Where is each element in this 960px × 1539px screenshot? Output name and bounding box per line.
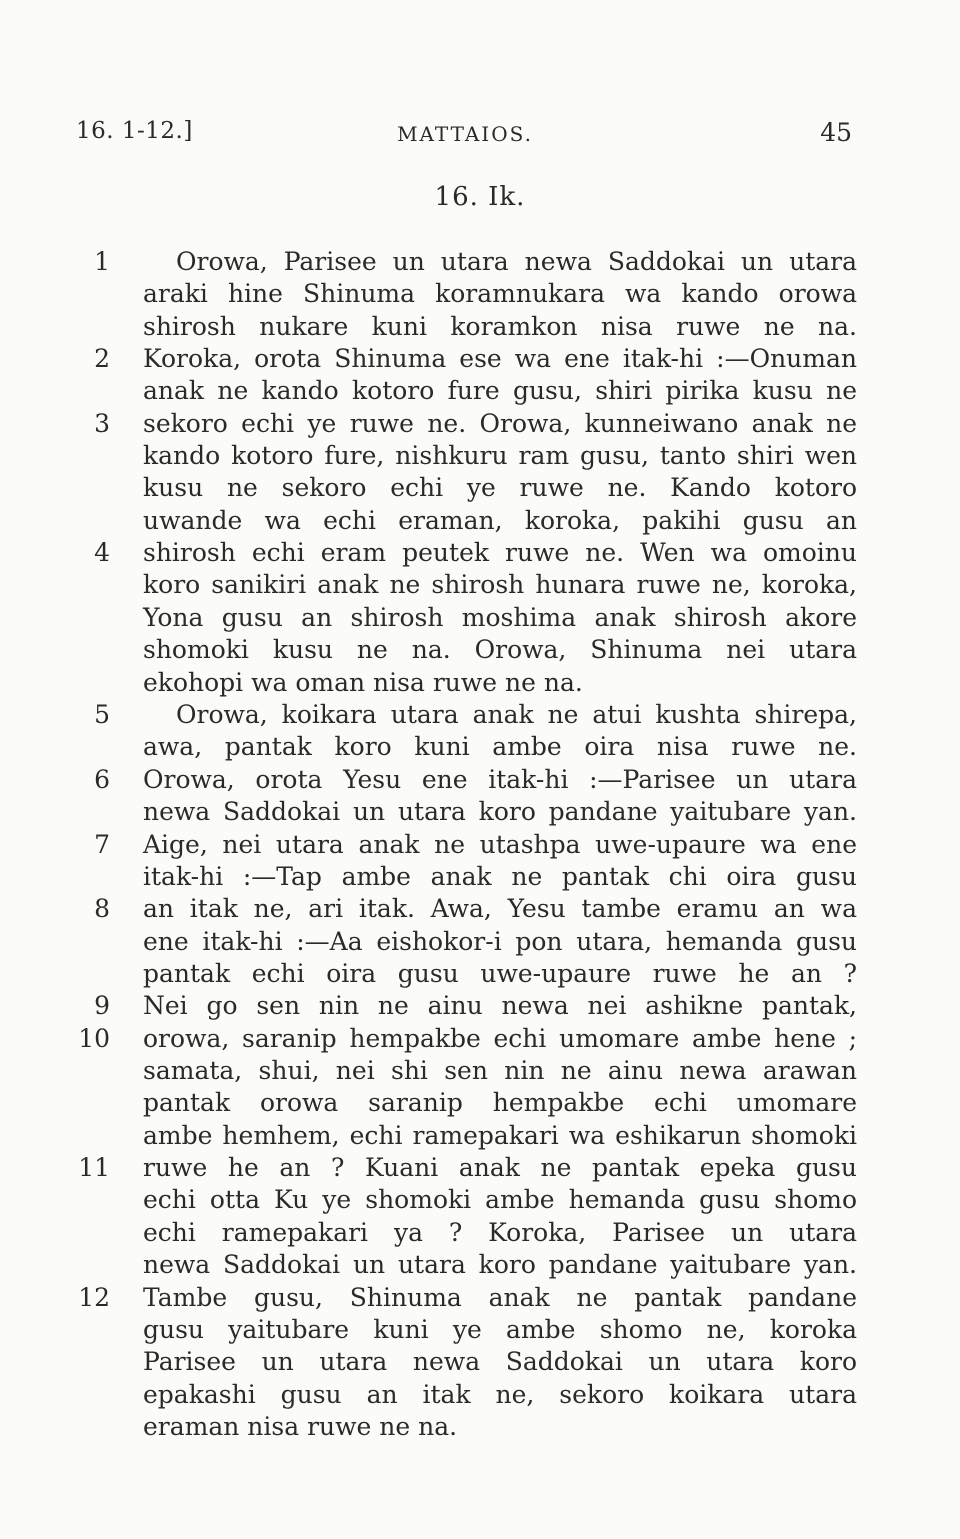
text-line: kusu ne sekoro echi ye ruwe ne. Kando kotoro bbox=[143, 473, 857, 502]
text-line: pantak echi oira gusu uwe-upaure ruwe he an ? bbox=[143, 959, 857, 988]
text-line: Orowa, Parisee un utara newa Saddokai un utara bbox=[176, 247, 857, 276]
text-line: Parisee un utara newa Saddokai un utara koro bbox=[143, 1347, 857, 1376]
text-line: an itak ne, ari itak. Awa, Yesu tambe eramu an wa bbox=[143, 894, 857, 923]
verse-number: 5 bbox=[94, 700, 110, 729]
verse-number: 2 bbox=[94, 344, 110, 373]
text-line: ene itak-hi :—Aa eishokor-i pon utara, hemanda gusu bbox=[143, 927, 857, 956]
text-line: anak ne kando kotoro fure gusu, shiri pirika kusu ne bbox=[143, 376, 857, 405]
book-title: MATTAIOS. bbox=[397, 122, 533, 146]
chapter-range: 16. 1-12.] bbox=[76, 118, 193, 144]
text-line: Orowa, koikara utara anak ne atui kushta shirepa, bbox=[176, 700, 857, 729]
text-line: echi ramepakari ya ? Koroka, Parisee un utara bbox=[143, 1218, 857, 1247]
verse-number: 6 bbox=[94, 765, 110, 794]
text-line: newa Saddokai un utara koro pandane yaitubare yan. bbox=[143, 1250, 857, 1279]
verse-number: 3 bbox=[94, 409, 110, 438]
text-line: uwande wa echi eraman, koroka, pakihi gusu an bbox=[143, 506, 857, 535]
text-line: orowa, saranip hempakbe echi umomare ambe hene ; bbox=[143, 1024, 857, 1053]
text-line: samata, shui, nei shi sen nin ne ainu newa arawan bbox=[143, 1056, 857, 1085]
text-line: pantak orowa saranip hempakbe echi umomare bbox=[143, 1088, 857, 1117]
text-line: Nei go sen nin ne ainu newa nei ashikne pantak, bbox=[143, 991, 857, 1020]
text-line: ekohopi wa oman nisa ruwe ne na. bbox=[143, 668, 583, 697]
text-line: shirosh echi eram peutek ruwe ne. Wen wa omoinu bbox=[143, 538, 857, 567]
text-line: Orowa, orota Yesu ene itak-hi :—Parisee un utara bbox=[143, 765, 857, 794]
text-line: gusu yaitubare kuni ye ambe shomo ne, koroka bbox=[143, 1315, 857, 1344]
text-line: epakashi gusu an itak ne, sekoro koikara utara bbox=[143, 1380, 857, 1409]
text-line: newa Saddokai un utara koro pandane yaitubare yan. bbox=[143, 797, 857, 826]
text-line: shirosh nukare kuni koramkon nisa ruwe ne na. bbox=[143, 312, 857, 341]
verse-number: 10 bbox=[78, 1024, 110, 1053]
text-line: eraman nisa ruwe ne na. bbox=[143, 1412, 458, 1441]
verse-number: 4 bbox=[94, 538, 110, 567]
verse-number: 7 bbox=[94, 830, 110, 859]
text-line: araki hine Shinuma koramnukara wa kando orowa bbox=[143, 279, 857, 308]
text-line: awa, pantak koro kuni ambe oira nisa ruwe ne. bbox=[143, 732, 857, 761]
verse-number: 9 bbox=[94, 991, 110, 1020]
text-line: kando kotoro fure, nishkuru ram gusu, tanto shiri wen bbox=[143, 441, 857, 470]
text-line: Aige, nei utara anak ne utashpa uwe-upaure wa ene bbox=[143, 830, 857, 859]
chapter-heading: 16. Ik. bbox=[434, 182, 526, 212]
running-header bbox=[0, 116, 960, 156]
text-line: echi otta Ku ye shomoki ambe hemanda gusu shomo bbox=[143, 1185, 857, 1214]
verse-number: 1 bbox=[94, 247, 110, 276]
text-line: ambe hemhem, echi ramepakari wa eshikarun shomoki bbox=[143, 1121, 857, 1150]
page-number: 45 bbox=[820, 118, 852, 147]
text-line: ruwe he an ? Kuani anak ne pantak epeka gusu bbox=[143, 1153, 857, 1182]
text-line: itak-hi :—Tap ambe anak ne pantak chi oira gusu bbox=[143, 862, 857, 891]
verse-number: 12 bbox=[78, 1283, 110, 1312]
verse-number: 11 bbox=[78, 1153, 110, 1182]
text-line: Koroka, orota Shinuma ese wa ene itak-hi :—Onuman bbox=[143, 344, 857, 373]
text-line: sekoro echi ye ruwe ne. Orowa, kunneiwano anak ne bbox=[143, 409, 857, 438]
text-line: koro sanikiri anak ne shirosh hunara ruwe ne, koroka, bbox=[143, 570, 857, 599]
verse-number: 8 bbox=[94, 894, 110, 923]
text-line: shomoki kusu ne na. Orowa, Shinuma nei utara bbox=[143, 635, 857, 664]
text-line: Tambe gusu, Shinuma anak ne pantak pandane bbox=[143, 1283, 857, 1312]
text-line: Yona gusu an shirosh moshima anak shirosh akore bbox=[143, 603, 857, 632]
